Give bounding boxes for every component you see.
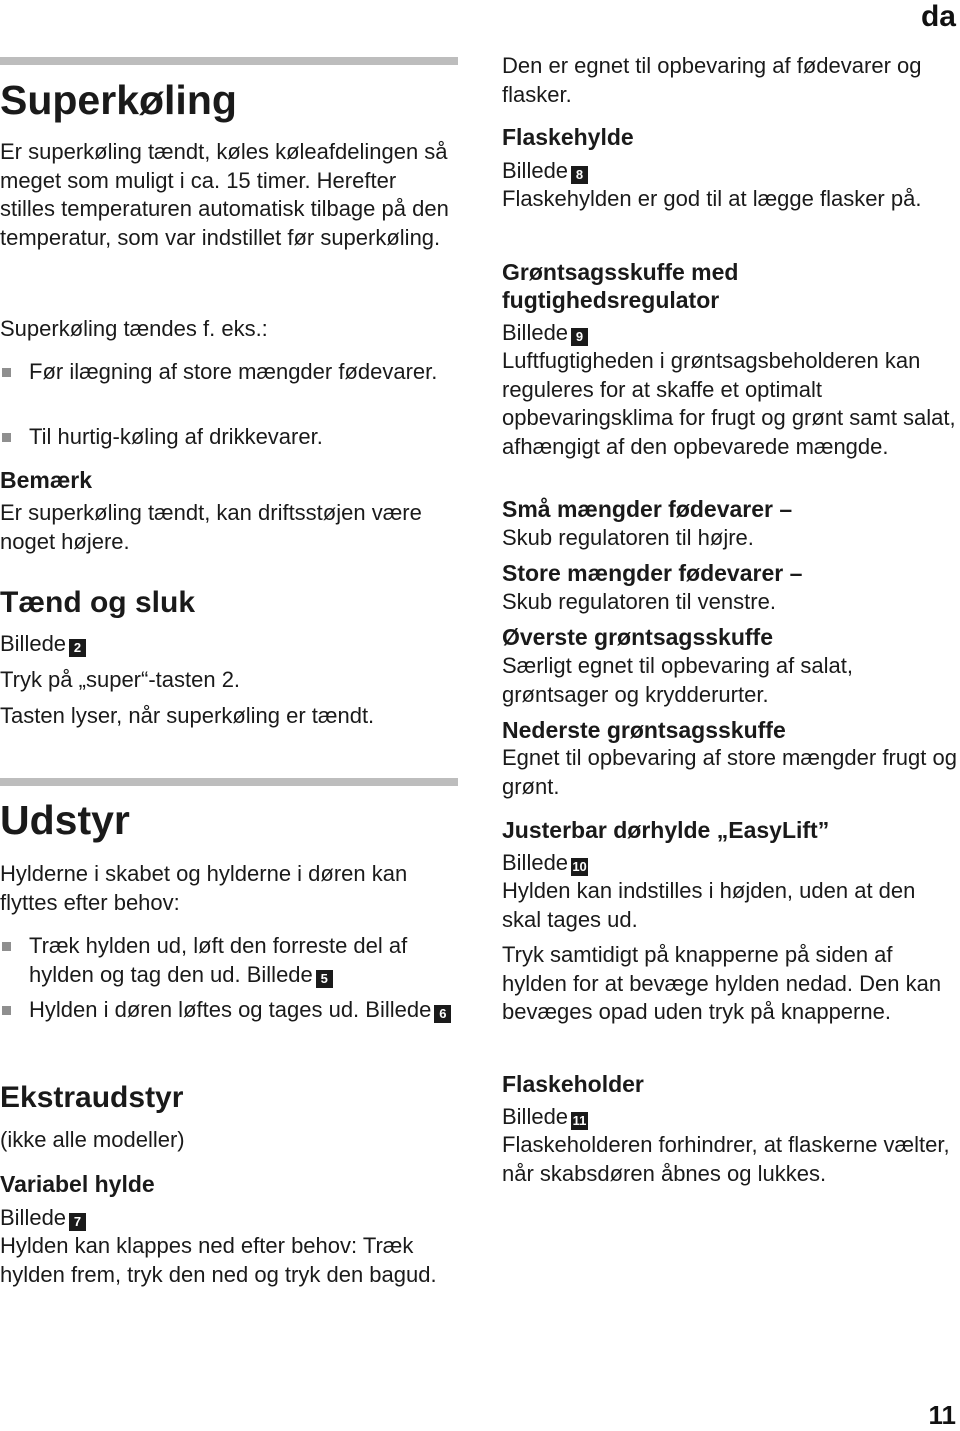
superkoling-bullet-1 [0, 358, 449, 387]
gront-billede-ref [502, 319, 588, 348]
billede-label: Billede [0, 1205, 67, 1230]
heading-nederste-grontsagsskuffe: Nederste grøntsagsskuffe [502, 717, 786, 743]
flaskehylde-text: Flaskehylden er god til at lægge flasker på. [502, 186, 922, 211]
flaskehylde-billede-ref [502, 157, 588, 186]
heading-sma-maengder: Små mængder fødevarer – [502, 496, 793, 522]
figure-number-badge: 7 [69, 1213, 86, 1231]
bullet-text: Træk hylden ud, løft den forreste del af hylden og tag den ud. Billede [29, 933, 408, 987]
easylift-text-2: Tryk samtidigt på knapperne på siden af hylden for at bevæge hylden nedad. Den kan bevæges opad uden tryk på knapperne. [502, 942, 942, 1024]
figure-number-badge: 6 [434, 1005, 451, 1023]
note-title: Bemærk [0, 467, 93, 493]
bullet-square-icon [2, 368, 11, 377]
store-maengder-text: Skub regulatoren til venstre. [502, 589, 776, 614]
heading-grontsagsskuffe: Grøntsagsskuffe med fugtighedsregulator [502, 259, 739, 313]
easylift-billede-ref [502, 849, 588, 878]
figure-number-badge: 5 [316, 970, 333, 988]
figure-number-badge: 2 [69, 639, 86, 657]
udstyr-bullet-2 [0, 996, 459, 1025]
superkoling-bullet-2 [0, 423, 449, 452]
heading-flaskeholder: Flaskeholder [502, 1071, 644, 1097]
overste-text: Særligt egnet til opbevaring af salat, grøntsager og krydderurter. [502, 653, 853, 707]
note-text: Er superkøling tændt, kan driftsstøjen være noget højere. [0, 500, 422, 554]
udstyr-bullet-1 [0, 932, 459, 989]
sma-maengder-text: Skub regulatoren til højre. [502, 525, 754, 550]
taend-line-1: Tryk på „super“-tasten 2. [0, 667, 241, 692]
bullet-text: Før ilægning af store mængder fødevarer. [29, 359, 438, 384]
heading-store-maengder: Store mængder fødevarer – [502, 560, 803, 586]
billede-label: Billede [502, 158, 569, 183]
gront-text: Luftfugtigheden i grøntsagsbeholderen kan reguleres for at skaffe et optimalt opbevaringsklima for frugt og grønt samt salat, afhængigt af den opbevarede mængde. [502, 348, 956, 459]
ekstraudstyr-subtitle: (ikke alle modeller) [0, 1127, 185, 1152]
superkoling-when: Superkøling tændes f. eks.: [0, 316, 268, 341]
bullet-text: Hylden i døren løftes og tages ud. Billede [29, 997, 432, 1022]
heading-variabel-hylde: Variabel hylde [0, 1171, 155, 1197]
flaskeholder-text: Flaskeholderen forhindrer, at flaskerne vælter, når skabsdøren åbnes og lukkes. [502, 1132, 950, 1186]
heading-taend-og-sluk: Tænd og sluk [0, 586, 195, 619]
taend-line-2: Tasten lyser, når superkøling er tændt. [0, 703, 375, 728]
figure-number-badge: 11 [572, 1113, 587, 1128]
heading-easylift: Justerbar dørhylde „EasyLift” [502, 817, 830, 843]
easylift-text-1: Hylden kan indstilles i højden, uden at den skal tages ud. [502, 878, 916, 932]
bullet-square-icon [2, 433, 11, 442]
page-number: 11 [928, 1400, 956, 1430]
heading-flaskehylde: Flaskehylde [502, 124, 634, 150]
language-tag: da [920, 0, 956, 33]
figure-number-badge: 8 [571, 166, 588, 184]
billede-label: Billede [502, 850, 569, 875]
flaskeholder-billede-ref [502, 1103, 588, 1132]
bullet-text: Til hurtig-køling af drikkevarer. [29, 424, 323, 449]
heading-ekstraudstyr: Ekstraudstyr [0, 1081, 184, 1114]
continuation-text: Den er egnet til opbevaring af fødevarer og flasker. [502, 53, 922, 107]
heading-superkoling: Superkøling [0, 77, 237, 123]
variabel-billede-ref [0, 1204, 86, 1233]
bullet-square-icon [2, 942, 11, 951]
heading-overste-grontsagsskuffe: Øverste grøntsagsskuffe [502, 624, 773, 650]
section-rule-udstyr [0, 778, 458, 786]
bullet-square-icon [2, 1006, 11, 1015]
billede-label: Billede [0, 631, 67, 656]
variabel-text: Hylden kan klappes ned efter behov: Træk hylden frem, tryk den ned og tryk den bagud. [0, 1233, 437, 1287]
figure-number-badge: 10 [572, 859, 587, 874]
superkoling-intro: Er superkøling tændt, køles køleafdelingen så meget som muligt i ca. 15 timer. Herefter stilles temperaturen automatisk tilbage på den temperatur, som var indstillet før superkøling. [0, 139, 449, 250]
udstyr-intro: Hylderne i skabet og hylderne i døren kan flyttes efter behov: [0, 861, 408, 915]
figure-number-badge: 9 [571, 328, 588, 346]
billede-label: Billede [502, 1104, 569, 1129]
nederste-text: Egnet til opbevaring af store mængder frugt og grønt. [502, 745, 957, 799]
taend-billede-ref [0, 630, 86, 659]
billede-label: Billede [502, 320, 569, 345]
heading-udstyr: Udstyr [0, 797, 130, 843]
section-rule-superkoling [0, 57, 458, 65]
